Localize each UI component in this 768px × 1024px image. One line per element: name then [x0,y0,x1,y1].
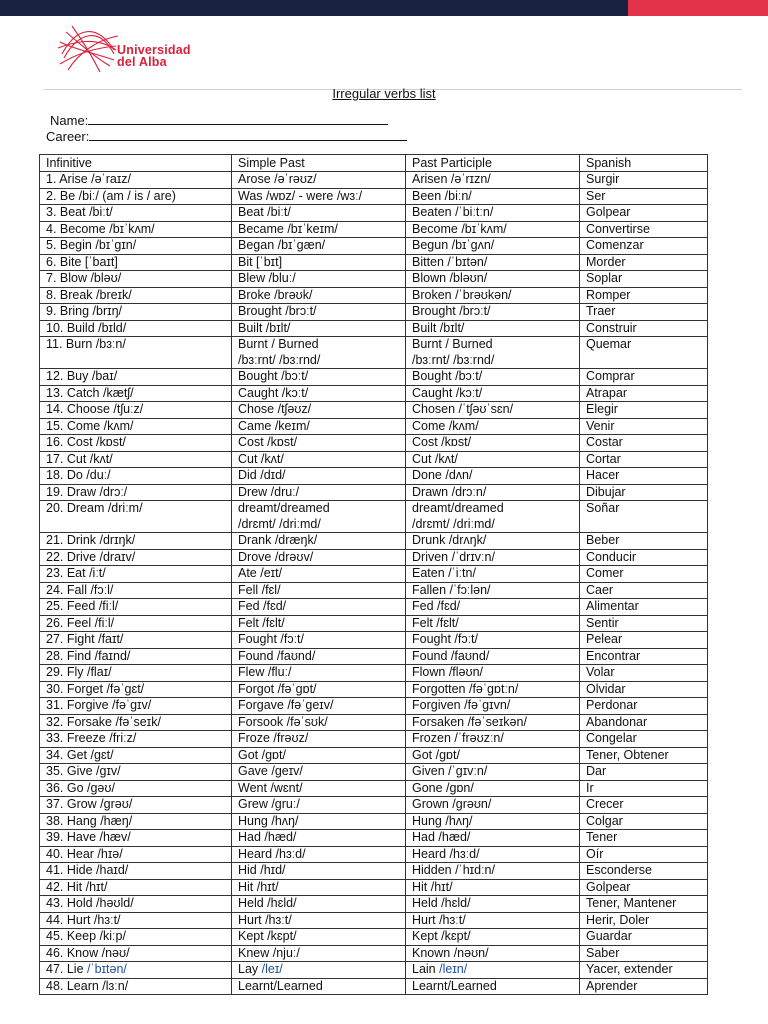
cell-infinitive: 40. Hear /hɪə/ [40,846,232,863]
cell-simple-past: Got /gɒt/ [232,747,406,764]
cell-simple-past: Came /keɪm/ [232,418,406,435]
cell-spanish: Saber [580,945,708,962]
cell-past-participle: Burnt / Burned /bɜːrnt/ /bɜːrnd/ [406,337,580,369]
cell-simple-past: Beat /biːt/ [232,205,406,222]
cell-simple-past: dreamt/dreamed /drɛmt/ /driːmd/ [232,501,406,533]
cell-simple-past: Fell /fɛl/ [232,582,406,599]
table-row [40,962,708,979]
table-row [40,632,708,649]
cell-simple-past: Did /dɪd/ [232,468,406,485]
cell-spanish: Esconderse [580,863,708,880]
cell-simple-past: Hurt /hɜːt/ [232,912,406,929]
cell-spanish: Romper [580,287,708,304]
cell-infinitive: 3. Beat /biːt/ [40,205,232,222]
table-row [40,896,708,913]
cell-spanish: Tener, Obtener [580,747,708,764]
cell-spanish: Yacer, extender [580,962,708,979]
cell-simple-past: Drank /dræŋk/ [232,533,406,550]
cell-spanish: Caer [580,582,708,599]
cell-infinitive: 4. Become /bɪˈkʌm/ [40,221,232,238]
table-row [40,304,708,321]
cell-past-participle: Built /bɪlt/ [406,320,580,337]
cell-infinitive: 18. Do /duː/ [40,468,232,485]
cell-past-participle: Begun /bɪˈgʌn/ [406,238,580,255]
cell-spanish: Ser [580,188,708,205]
cell-past-participle: Learnt/Learned [406,978,580,995]
table-row [40,813,708,830]
cell-simple-past: Broke /brəʊk/ [232,287,406,304]
table-row [40,566,708,583]
cell-simple-past: Felt /fɛlt/ [232,615,406,632]
table-row [40,501,708,533]
cell-spanish: Quemar [580,337,708,369]
cell-simple-past: Ate /eɪt/ [232,566,406,583]
cell-simple-past: Forsook /fəˈsʊk/ [232,714,406,731]
table-row [40,780,708,797]
cell-past-participle: Come /kʌm/ [406,418,580,435]
cell-infinitive: 25. Feed /fiːl/ [40,599,232,616]
cell-past-participle: Fed /fɛd/ [406,599,580,616]
cell-simple-past: Hid /hɪd/ [232,863,406,880]
cell-simple-past: Flew /fluː/ [232,665,406,682]
cell-past-participle: Fought /fɔːt/ [406,632,580,649]
cell-past-participle: Given /ˈgɪvːn/ [406,764,580,781]
cell-past-participle: dreamt/dreamed /drɛmt/ /driːmd/ [406,501,580,533]
cell-past-participle: Become /bɪˈkʌm/ [406,221,580,238]
cell-past-participle: Hung /hʌŋ/ [406,813,580,830]
table-row [40,369,708,386]
cell-simple-past: Went /wɛnt/ [232,780,406,797]
career-label: Career: [46,129,90,144]
cell-infinitive: 30. Forget /fəˈgɛt/ [40,681,232,698]
name-label: Name: [50,113,89,128]
table-row [40,468,708,485]
table-row [40,978,708,995]
cell-simple-past: Froze /frəʊz/ [232,731,406,748]
cell-simple-past: Began /bɪˈgæn/ [232,238,406,255]
cell-infinitive: 37. Grow /grəʊ/ [40,797,232,814]
cell-infinitive: 35. Give /gɪv/ [40,764,232,781]
cell-infinitive: 31. Forgive /fəˈgɪv/ [40,698,232,715]
table-row [40,385,708,402]
cell-spanish: Beber [580,533,708,550]
cell-infinitive: 36. Go /gəʊ/ [40,780,232,797]
table-row [40,747,708,764]
cell-simple-past: Gave /geɪv/ [232,764,406,781]
cell-past-participle: Grown /grəʊn/ [406,797,580,814]
cell-spanish: Golpear [580,205,708,222]
cell-simple-past: Cut /kʌt/ [232,451,406,468]
cell-infinitive: 10. Build /bɪld/ [40,320,232,337]
cell-past-participle: Hidden /ˈhɪdːn/ [406,863,580,880]
cell-spanish: Hacer [580,468,708,485]
table-row [40,648,708,665]
cell-past-participle: Flown /fləʊn/ [406,665,580,682]
cell-past-participle: Eaten /ˈiːtn/ [406,566,580,583]
table-row [40,599,708,616]
table-row [40,287,708,304]
cell-spanish: Soñar [580,501,708,533]
cell-past-participle: Kept /kɛpt/ [406,929,580,946]
table-row [40,402,708,419]
cell-past-participle: Cost /kɒst/ [406,435,580,452]
cell-simple-past: Became /bɪˈkeɪm/ [232,221,406,238]
cell-past-participle: Driven /ˈdrɪvːn/ [406,549,580,566]
cell-spanish: Alimentar [580,599,708,616]
cell-past-participle: Heard /hɜːd/ [406,846,580,863]
cell-spanish: Comer [580,566,708,583]
table-row [40,929,708,946]
cell-spanish: Soplar [580,271,708,288]
table-row [40,238,708,255]
table-row [40,879,708,896]
cell-infinitive: 38. Hang /hæŋ/ [40,813,232,830]
cell-past-participle: Got /gɒt/ [406,747,580,764]
cell-past-participle: Forgiven /fəˈgɪvn/ [406,698,580,715]
cell-infinitive: 33. Freeze /friːz/ [40,731,232,748]
cell-infinitive: 9. Bring /brɪŋ/ [40,304,232,321]
cell-spanish: Volar [580,665,708,682]
cell-spanish: Conducir [580,549,708,566]
ipa-link-text: /leɪn/ [435,962,468,976]
cell-past-participle: Broken /ˈbrəʊkən/ [406,287,580,304]
cell-simple-past: Drove /drəʊv/ [232,549,406,566]
cell-past-participle: Arisen /əˈrɪzn/ [406,172,580,189]
logo-wordmark: Universidad del Alba [117,43,191,69]
cell-spanish: Venir [580,418,708,435]
cell-spanish: Construir [580,320,708,337]
cell-infinitive: 20. Dream /driːm/ [40,501,232,533]
cell-past-participle: Known /nəʊn/ [406,945,580,962]
cell-spanish: Elegir [580,402,708,419]
cell-spanish: Crecer [580,797,708,814]
cell-simple-past: Grew /gruː/ [232,797,406,814]
cell-simple-past: Burnt / Burned /bɜːrnt/ /bɜːrnd/ [232,337,406,369]
table-header-row [40,155,708,172]
cell-infinitive: 19. Draw /drɔː/ [40,484,232,501]
cell-simple-past: Held /hɛld/ [232,896,406,913]
cell-infinitive: 46. Know /nəʊ/ [40,945,232,962]
cell-infinitive: 47. Lie /ˈbɪtən/ [40,962,232,979]
cell-simple-past: Bit [ˈbɪt] [232,254,406,271]
table-row [40,254,708,271]
cell-infinitive: 1. Arise /əˈraɪz/ [40,172,232,189]
cell-spanish: Encontrar [580,648,708,665]
cell-spanish: Herir, Doler [580,912,708,929]
cell-past-participle: Cut /kʌt/ [406,451,580,468]
cell-past-participle: Brought /brɔːt/ [406,304,580,321]
header-infinitive: Infinitive [40,155,232,172]
cell-infinitive: 26. Feel /fiːl/ [40,615,232,632]
irregular-verbs-table [39,154,708,995]
cell-spanish: Tener [580,830,708,847]
cell-spanish: Congelar [580,731,708,748]
table-row [40,698,708,715]
cell-spanish: Colgar [580,813,708,830]
table-row [40,549,708,566]
cell-past-participle: Felt /fɛlt/ [406,615,580,632]
cell-infinitive: 13. Catch /kætʃ/ [40,385,232,402]
cell-spanish: Tener, Mantener [580,896,708,913]
cell-simple-past: Cost /kɒst/ [232,435,406,452]
table-row [40,172,708,189]
cell-past-participle: Gone /gɒn/ [406,780,580,797]
cell-infinitive: 29. Fly /flaɪ/ [40,665,232,682]
cell-infinitive: 21. Drink /drɪŋk/ [40,533,232,550]
cell-past-participle: Hit /hɪt/ [406,879,580,896]
cell-spanish: Dar [580,764,708,781]
cell-spanish: Abandonar [580,714,708,731]
cell-infinitive: 32. Forsake /fəˈseɪk/ [40,714,232,731]
cell-simple-past: Hit /hɪt/ [232,879,406,896]
career-field[interactable] [46,129,407,144]
cell-past-participle: Blown /bləʊn/ [406,271,580,288]
cell-simple-past: Caught /kɔːt/ [232,385,406,402]
cell-infinitive: 11. Burn /bɜːn/ [40,337,232,369]
table-row [40,665,708,682]
cell-infinitive: 24. Fall /fɔːl/ [40,582,232,599]
cell-past-participle: Beaten /ˈbiːtːn/ [406,205,580,222]
cell-simple-past: Found /faʊnd/ [232,648,406,665]
cell-infinitive: 6. Bite [ˈbaɪt] [40,254,232,271]
name-line[interactable] [88,114,388,125]
cell-infinitive: 7. Blow /bləʊ/ [40,271,232,288]
table-row [40,863,708,880]
table-row [40,435,708,452]
career-line[interactable] [89,130,407,141]
cell-spanish: Sentir [580,615,708,632]
cell-simple-past: Bought /bɔːt/ [232,369,406,386]
cell-infinitive: 48. Learn /lɜːn/ [40,978,232,995]
cell-past-participle: Hurt /hɜːt/ [406,912,580,929]
cell-infinitive: 8. Break /breɪk/ [40,287,232,304]
cell-past-participle: Held /hɛld/ [406,896,580,913]
cell-past-participle: Bought /bɔːt/ [406,369,580,386]
cell-simple-past: Chose /tʃəʊz/ [232,402,406,419]
cell-simple-past: Heard /hɜːd/ [232,846,406,863]
cell-past-participle: Had /hæd/ [406,830,580,847]
table-row [40,533,708,550]
table-row [40,681,708,698]
cell-simple-past: Drew /druː/ [232,484,406,501]
cell-spanish: Comenzar [580,238,708,255]
cell-simple-past: Forgot /fəˈgɒt/ [232,681,406,698]
cell-spanish: Cortar [580,451,708,468]
cell-past-participle: Caught /kɔːt/ [406,385,580,402]
table-row [40,337,708,369]
table-row [40,615,708,632]
cell-simple-past: Arose /əˈrəʊz/ [232,172,406,189]
cell-spanish: Olvidar [580,681,708,698]
table-row [40,731,708,748]
cell-infinitive: 42. Hit /hɪt/ [40,879,232,896]
name-field[interactable] [50,113,388,128]
cell-infinitive: 44. Hurt /hɜːt/ [40,912,232,929]
cell-spanish: Atrapar [580,385,708,402]
cell-infinitive: 15. Come /kʌm/ [40,418,232,435]
cell-spanish: Costar [580,435,708,452]
header-spanish: Spanish [580,155,708,172]
cell-past-participle: Drunk /drʌŋk/ [406,533,580,550]
cell-infinitive: 16. Cost /kɒst/ [40,435,232,452]
cell-past-participle: Lain /leɪn/ [406,962,580,979]
top-banner-bar [0,0,768,16]
cell-spanish: Ir [580,780,708,797]
table-row [40,846,708,863]
cell-infinitive: 12. Buy /baɪ/ [40,369,232,386]
table-row [40,764,708,781]
table-row [40,830,708,847]
table-row [40,714,708,731]
cell-spanish: Morder [580,254,708,271]
cell-infinitive: 39. Have /hæv/ [40,830,232,847]
cell-infinitive: 28. Find /faɪnd/ [40,648,232,665]
cell-past-participle: Forsaken /fəˈseɪkən/ [406,714,580,731]
cell-simple-past: Learnt/Learned [232,978,406,995]
cell-simple-past: Knew /njuː/ [232,945,406,962]
header-simple-past: Simple Past [232,155,406,172]
cell-past-participle: Fallen /ˈfɔːlən/ [406,582,580,599]
cell-infinitive: 27. Fight /faɪt/ [40,632,232,649]
cell-simple-past: Had /hæd/ [232,830,406,847]
cell-spanish: Aprender [580,978,708,995]
cell-simple-past: Lay /leɪ/ [232,962,406,979]
cell-infinitive: 34. Get /gɛt/ [40,747,232,764]
cell-infinitive: 23. Eat /iːt/ [40,566,232,583]
cell-spanish: Oír [580,846,708,863]
table-row [40,271,708,288]
cell-past-participle: Found /faʊnd/ [406,648,580,665]
document-title: Irregular verbs list [332,86,436,101]
cell-simple-past: Forgave /fəˈgeɪv/ [232,698,406,715]
table-row [40,418,708,435]
cell-simple-past: Fed /fɛd/ [232,599,406,616]
cell-past-participle: Been /biːn/ [406,188,580,205]
cell-infinitive: 43. Hold /həʊld/ [40,896,232,913]
cell-spanish: Golpear [580,879,708,896]
cell-past-participle: Chosen /ˈtʃəʊˈsɛn/ [406,402,580,419]
cell-spanish: Convertirse [580,221,708,238]
table-row [40,797,708,814]
cell-infinitive: 14. Choose /tʃuːz/ [40,402,232,419]
cell-simple-past: Kept /kɛpt/ [232,929,406,946]
cell-simple-past: Built /bɪlt/ [232,320,406,337]
cell-spanish: Perdonar [580,698,708,715]
cell-infinitive: 2. Be /biː/ (am / is / are) [40,188,232,205]
table-row [40,484,708,501]
table-row [40,582,708,599]
cell-infinitive: 41. Hide /haɪd/ [40,863,232,880]
table-row [40,221,708,238]
cell-past-participle: Drawn /drɔːn/ [406,484,580,501]
cell-infinitive: 5. Begin /bɪˈgɪn/ [40,238,232,255]
cell-simple-past: Brought /brɔːt/ [232,304,406,321]
cell-spanish: Pelear [580,632,708,649]
cell-past-participle: Done /dʌn/ [406,468,580,485]
top-banner-accent [628,0,768,16]
cell-simple-past: Hung /hʌŋ/ [232,813,406,830]
cell-infinitive: 22. Drive /draɪv/ [40,549,232,566]
header-past-participle: Past Participle [406,155,580,172]
table-row [40,912,708,929]
cell-spanish: Dibujar [580,484,708,501]
table-row [40,945,708,962]
cell-spanish: Surgir [580,172,708,189]
cell-simple-past: Fought /fɔːt/ [232,632,406,649]
cell-infinitive: 45. Keep /kiːp/ [40,929,232,946]
table-row [40,188,708,205]
cell-past-participle: Frozen /ˈfrəʊzːn/ [406,731,580,748]
cell-spanish: Traer [580,304,708,321]
ipa-link-text: /leɪ/ [258,962,283,976]
cell-past-participle: Bitten /ˈbɪtən/ [406,254,580,271]
cell-infinitive: 17. Cut /kʌt/ [40,451,232,468]
ipa-link-text: /ˈbɪtən/ [83,962,127,976]
cell-past-participle: Forgotten /fəˈgɒtːn/ [406,681,580,698]
table-row [40,205,708,222]
cell-simple-past: Blew /bluː/ [232,271,406,288]
table-row [40,320,708,337]
table-row [40,451,708,468]
cell-spanish: Guardar [580,929,708,946]
cell-spanish: Comprar [580,369,708,386]
cell-simple-past: Was /wɒz/ - were /wɜː/ [232,188,406,205]
